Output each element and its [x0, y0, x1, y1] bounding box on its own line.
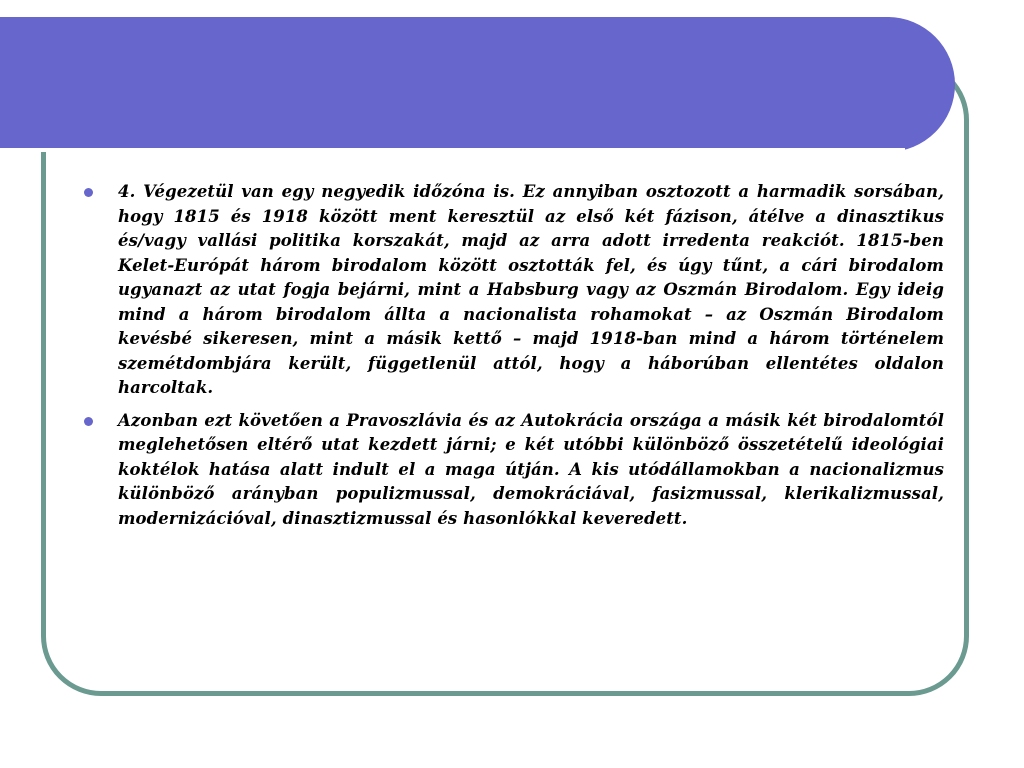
round-bullet-icon — [84, 417, 93, 426]
bullet-list — [82, 180, 944, 539]
banner-divider-line — [0, 148, 905, 152]
bullet-item-2 — [82, 409, 944, 532]
round-bullet-icon — [84, 188, 93, 197]
bullet-text: 4. Végezetül van egy negyedik időzóna is. Ez annyiban osztozott a harmadik sorsában, hogy 1815 és 1918 között ment keresztül az első két fázison, átélve a dinasztikus és/vagy vallási politika korszakát, majd az arra adott irredenta reakciót. 1815-ben Kelet-Európát három birodalom között osztották fel, és úgy tűnt, a cári birodalom ugyanazt az utat fogja bejárni, mint a Habsburg vagy az Oszmán Birodalom. Egy ideig mind a három birodalom állta a nacionalista rohamokat – az Oszmán Birodalom kevésbé sikeresen, mint a másik kettő – majd 1918-ban mind a három történelem szemétdombjára került, függetlenül attól, hogy a háborúban ellentétes oldalon harcoltak. — [118, 182, 944, 397]
bullet-item-1 — [82, 180, 944, 401]
title-banner — [0, 17, 955, 152]
bullet-text: Azonban ezt követően a Pravoszlávia és az Autokrácia országa a másik két birodalomtól meglehetősen eltérő utat kezdett járni; e két utóbbi különböző összetételű ideológiai koktélok hatása alatt indult el a maga útján. A kis utódállamokban a nacionalizmus különböző arányban populizmussal, demokráciával, fasizmussal, klerikalizmussal, modernizációval, dinasztizmussal és hasonlókkal keveredett. — [118, 410, 944, 528]
